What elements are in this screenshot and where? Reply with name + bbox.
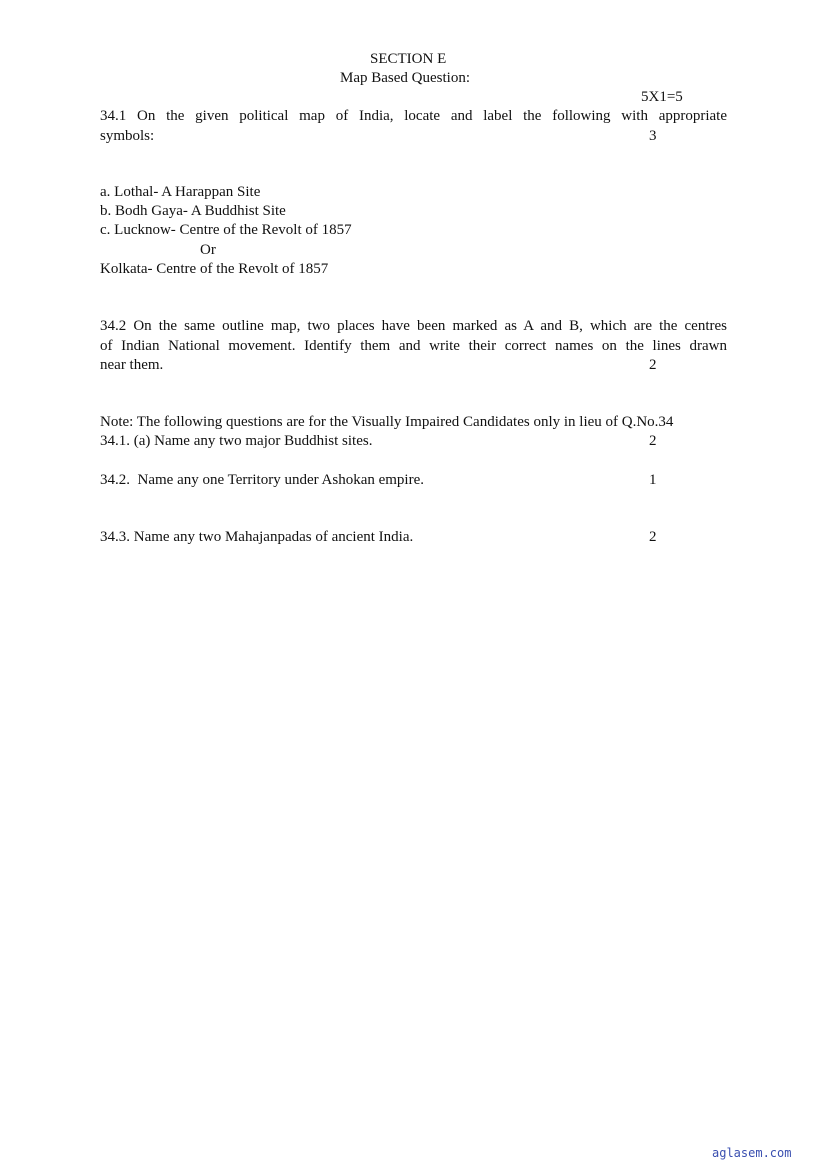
vi-question-3-marks: 2: [649, 529, 657, 545]
q34-1-item-c: c. Lucknow- Centre of the Revolt of 1857: [100, 222, 352, 238]
q34-1-item-b: b. Bodh Gaya- A Buddhist Site: [100, 203, 286, 219]
q34-1-alternative: Kolkata- Centre of the Revolt of 1857: [100, 261, 329, 277]
vi-note: Note: The following questions are for the Visually Impaired Candidates only in lieu of Q.No.34: [100, 414, 674, 430]
vi-question-1-marks: 2: [649, 433, 657, 449]
footer-watermark: aglasem.com: [712, 1146, 792, 1160]
q34-1-line-2: symbols:: [100, 128, 155, 144]
q34-2-line-2: of Indian National movement. Identify them and write their correct names on the lines drawn: [100, 338, 727, 354]
section-subtitle: Map Based Question:: [340, 70, 470, 86]
vi-question-2: 34.2. Name any one Territory under Ashokan empire.: [100, 472, 425, 488]
q34-2-marks: 2: [649, 357, 657, 373]
q34-2-line-1: 34.2 On the same outline map, two places have been marked as A and B, which are the centres: [100, 318, 727, 334]
q34-1-line-1: 34.1 On the given political map of India, locate and label the following with appropriate: [100, 108, 727, 124]
vi-question-1: 34.1. (a) Name any two major Buddhist sites.: [100, 433, 373, 449]
marks-scheme: 5X1=5: [641, 89, 683, 105]
q34-1-marks: 3: [649, 128, 657, 144]
q34-1-item-a: a. Lothal- A Harappan Site: [100, 184, 261, 200]
section-title: SECTION E: [370, 51, 447, 67]
q34-2-line-3: near them.: [100, 357, 164, 373]
vi-question-2-marks: 1: [649, 472, 657, 488]
vi-question-3: 34.3. Name any two Mahajanpadas of ancient India.: [100, 529, 414, 545]
q34-1-or: Or: [200, 242, 216, 258]
